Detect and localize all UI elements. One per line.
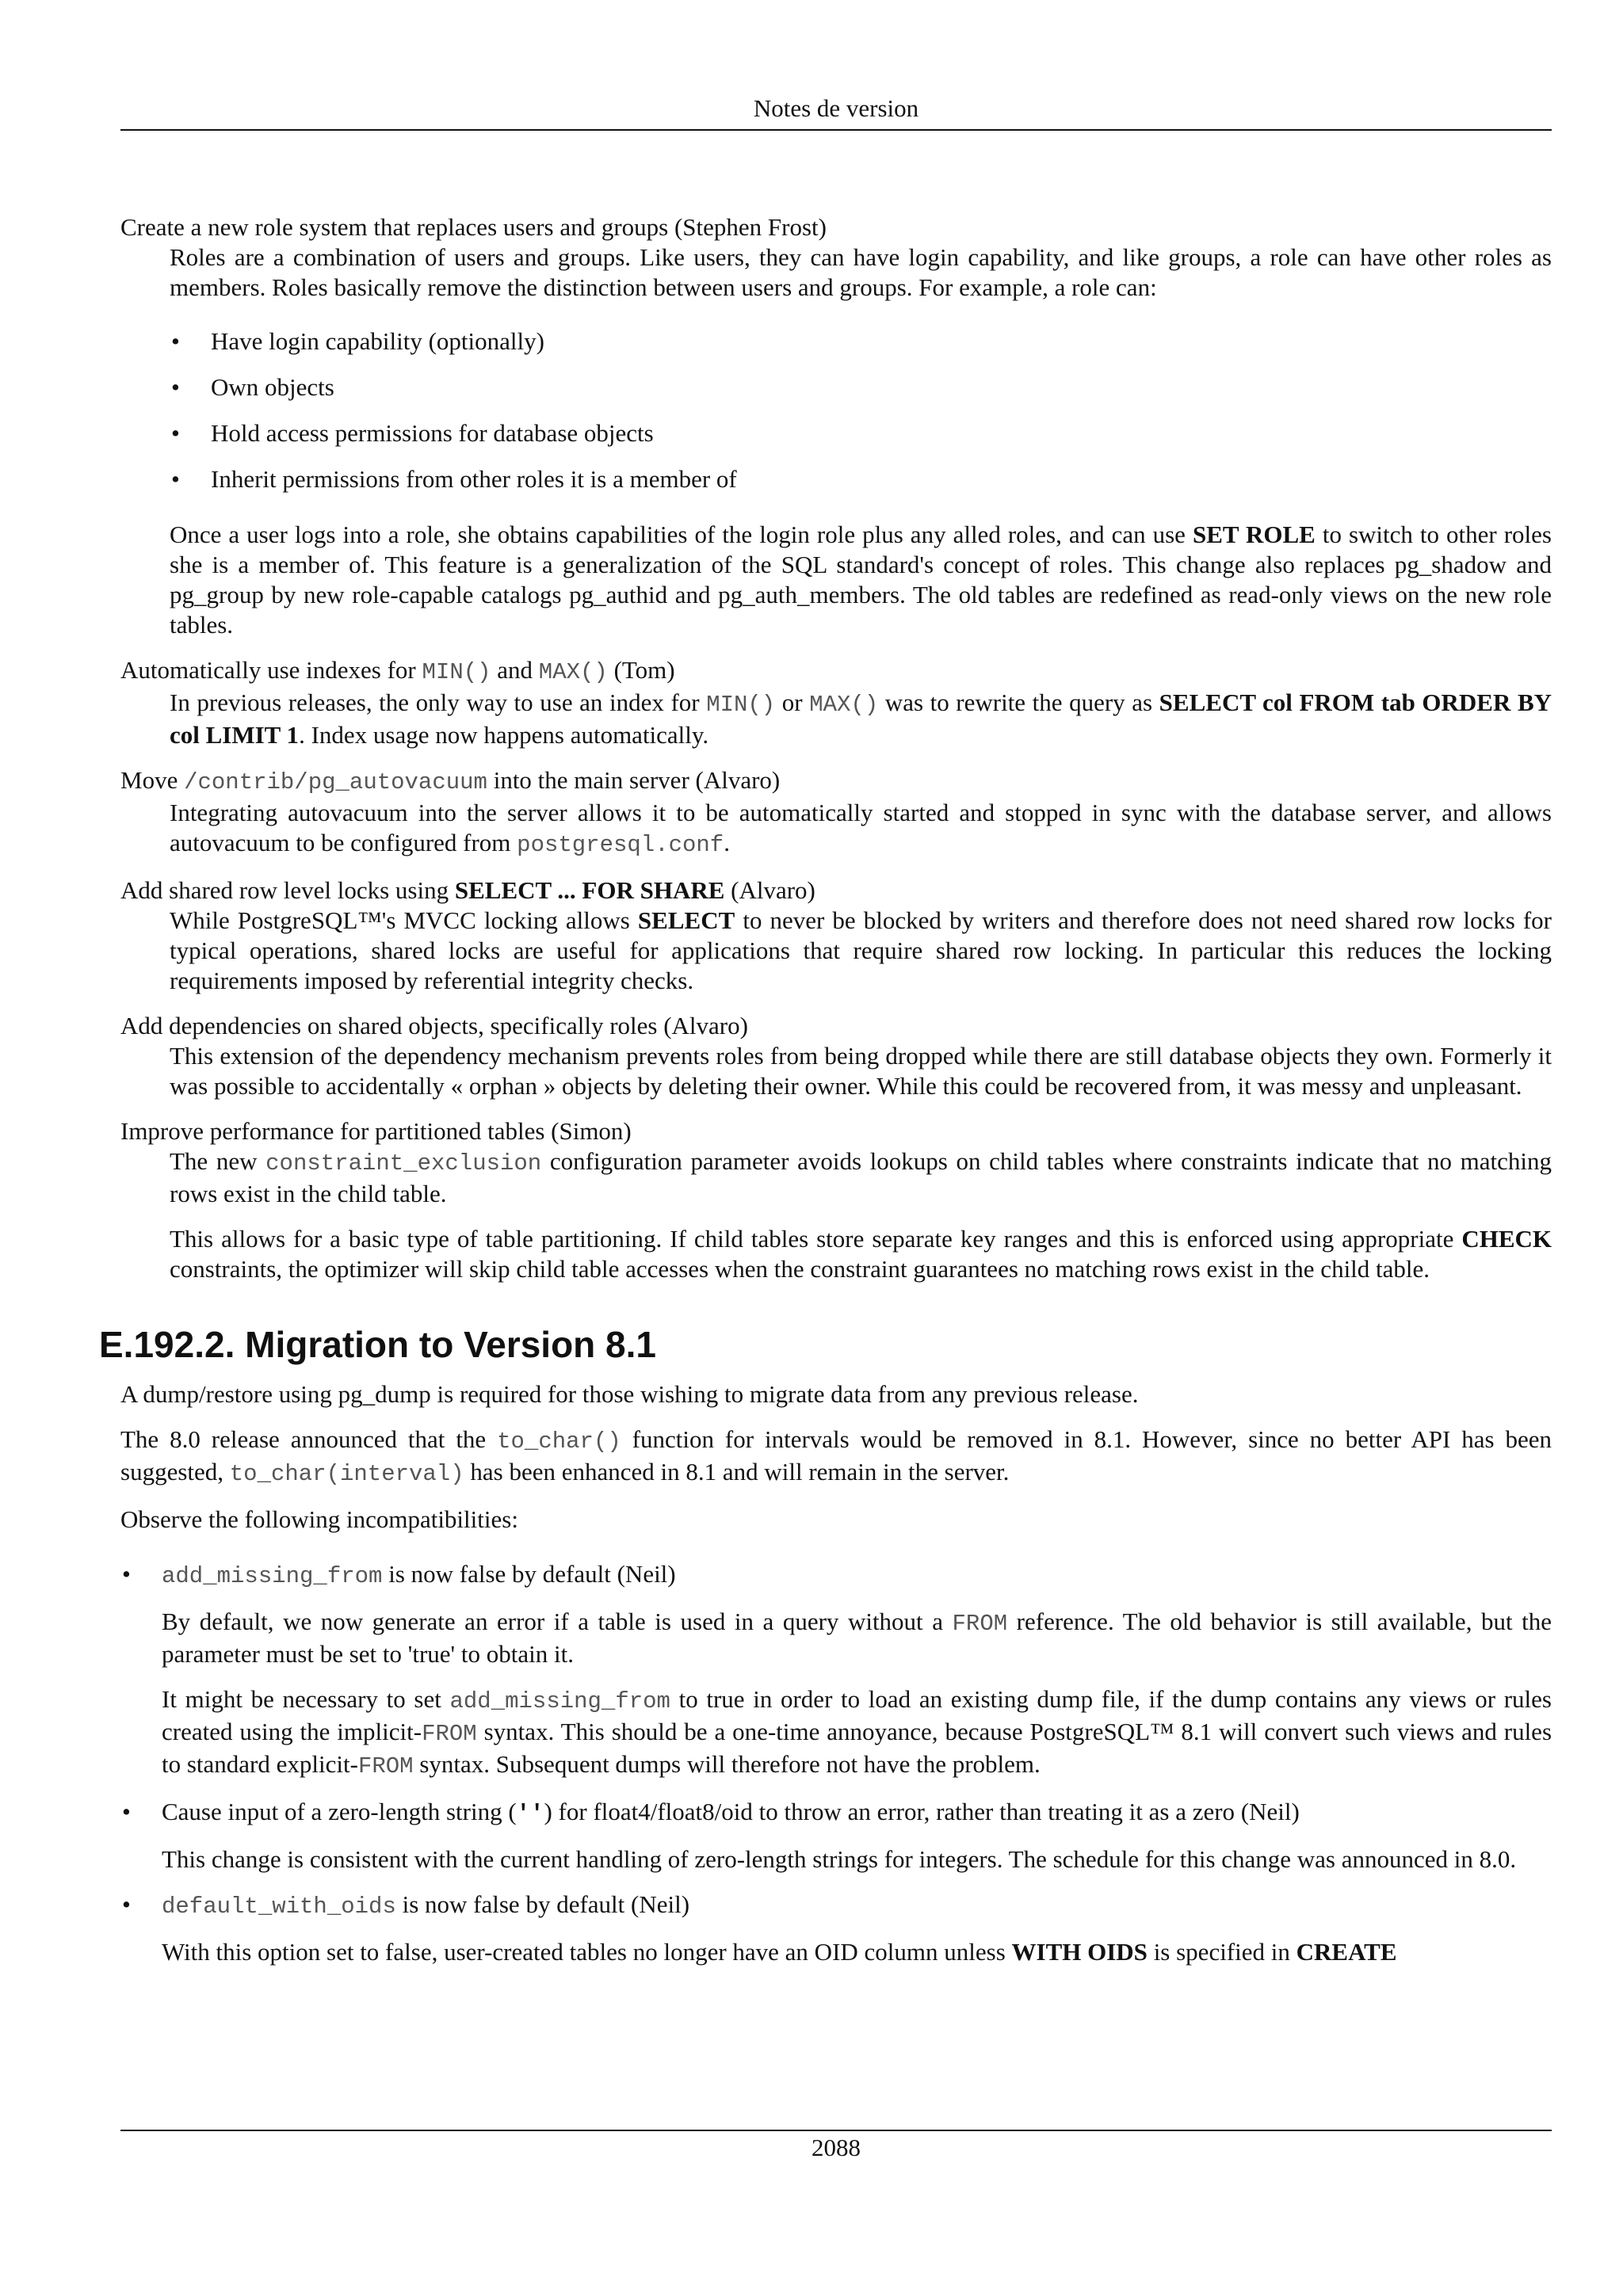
list-item: • default_with_oids is now false by default (Neil) With this option set to false, user-created tables no longer have an OID column unless WITH OIDS is specified in CREATE: [120, 1890, 1552, 1967]
list-item: • Hold access permissions for database objects: [170, 418, 1552, 448]
list-item: • Own objects: [170, 372, 1552, 402]
item-def-roles: [170, 242, 1552, 640]
list-item: • Inherit permissions from other roles it is a member of: [170, 464, 1552, 494]
page-number: 2088: [812, 2134, 861, 2161]
section-paragraph: A dump/restore using pg_dump is required for those wishing to migrate data from any previous release.: [120, 1380, 1139, 1408]
item-term-autovacuum: Move /contrib/pg_autovacuum into the main server (Alvaro): [120, 766, 781, 795]
code-postgresql-conf: postgresql.conf: [517, 832, 724, 858]
item-def-partitioning: The new constraint_exclusion configuration parameter avoids lookups on child tables where constraints indicate that no matching rows exist in the child table. This allows for a basic type of table partitioning. If child tables store separate key ranges and this is enforced using appropriate CHECK constraints, the optimizer will skip child table accesses when the constraint guarantees no matching rows exist in the child table.: [170, 1147, 1552, 1283]
item-def-dependencies: This extension of the dependency mechanism prevents roles from being dropped while there are still database objects they own. Formerly it was possible to accidentally « orphan » objects by deleting their owner. While this could be recovered from, it was messy and unpleasant.: [170, 1042, 1552, 1100]
list-item: • Cause input of a zero-length string ('') for float4/float8/oid to throw an error, rather than treating it as a zero (Neil) This change is consistent with the current handling of zero-length strings for integers. The schedule for this change was announced in 8.0.: [120, 1797, 1552, 1875]
item-def-autovacuum: Integrating autovacuum into the server allows it to be automatically started and stopped in sync with the database server, and allows autovacuum to be configured from postgresql.conf.: [170, 799, 1552, 858]
roles-detail-paragraph: Once a user logs into a role, she obtains capabilities of the login role plus any alled roles, and can use SET ROLE to switch to other roles she is a member of. This feature is a generalization of the SQL standard's concept of roles. This change also replaces pg_shadow and pg_group by new role-capable catalogs pg_authid and pg_auth_members. The old tables are redefined as read-only views on the new role tables.: [170, 521, 1552, 639]
item-def-shared-locks: While PostgreSQL™'s MVCC locking allows SELECT to never be blocked by writers and therefore does not need shared row locks for typical operations, shared locks are useful for applications that require shared row locking. In particular this reduces the locking requirements imposed by referential integrity checks.: [170, 906, 1552, 994]
item-term-dependencies: Add dependencies on shared objects, specifically roles (Alvaro): [120, 1012, 748, 1039]
item-term-roles: Create a new role system that replaces users and groups (Stephen Frost): [120, 213, 827, 241]
list-item: • add_missing_from is now false by default (Neil) By default, we now generate an error if a table is used in a query without a FROM reference. The old behavior is still available, but the parameter must be set to 'true' to obtain it. It might be necessary to set add_missing_from to true in order to load an existing dump file, if the dump contains any views or rules created using the implicit-FROM syntax. This should be a one-time annoyance, because PostgreSQL™ 8.1 will convert such views and rules to standard explicit-FROM syntax. Subsequent dumps will therefore not have the problem.: [120, 1559, 1552, 1782]
sql-query-example: SELECT col FROM tab ORDER BY col LIMIT 1: [170, 688, 1552, 749]
item-term-shared-locks: Add shared row level locks using SELECT ... FOR SHARE (Alvaro): [120, 876, 815, 904]
incompatibilities-list: [120, 1559, 1552, 1967]
code-default-with-oids: default_with_oids: [162, 1894, 396, 1920]
footer-rule: [120, 2130, 1552, 2131]
roles-intro-paragraph: Roles are a combination of users and groups. Like users, they can have login capability, and like groups, a role can have other roles as members. Roles basically remove the distinction between users and groups. For example, a role can:: [170, 243, 1552, 301]
set-role-keyword: SET ROLE: [1192, 521, 1316, 548]
page-content: [99, 212, 1552, 1982]
code-constraint-exclusion: constraint_exclusion: [265, 1150, 542, 1177]
roles-capability-list: [170, 326, 1552, 494]
code-min: MIN(): [422, 659, 491, 685]
item-term-min-max: Automatically use indexes for MIN() and MAX() (Tom): [120, 656, 675, 685]
running-header: Notes de version: [753, 94, 919, 122]
section-heading: E.192.2. Migration to Version 8.1: [99, 1324, 657, 1365]
item-term-partitioning: Improve performance for partitioned tables (Simon): [120, 1117, 632, 1145]
code-add-missing-from: add_missing_from: [162, 1563, 383, 1589]
section-paragraph: The 8.0 release announced that the to_char() function for intervals would be removed in 8.1. However, since no better API has been suggested, to_char(interval) has been enhanced in 8.1 and will remain in the server.: [120, 1425, 1552, 1487]
list-item: • Have login capability (optionally): [170, 326, 1552, 357]
code-max: MAX(): [538, 659, 608, 685]
code-autovacuum-path: /contrib/pg_autovacuum: [184, 769, 487, 795]
item-def-min-max: In previous releases, the only way to use an index for MIN() or MAX() was to rewrite the query as SELECT col FROM tab ORDER BY col LIMIT 1. Index usage now happens automatically.: [170, 688, 1552, 749]
section-paragraph: Observe the following incompatibilities:: [120, 1505, 518, 1533]
header-rule: [120, 129, 1552, 131]
